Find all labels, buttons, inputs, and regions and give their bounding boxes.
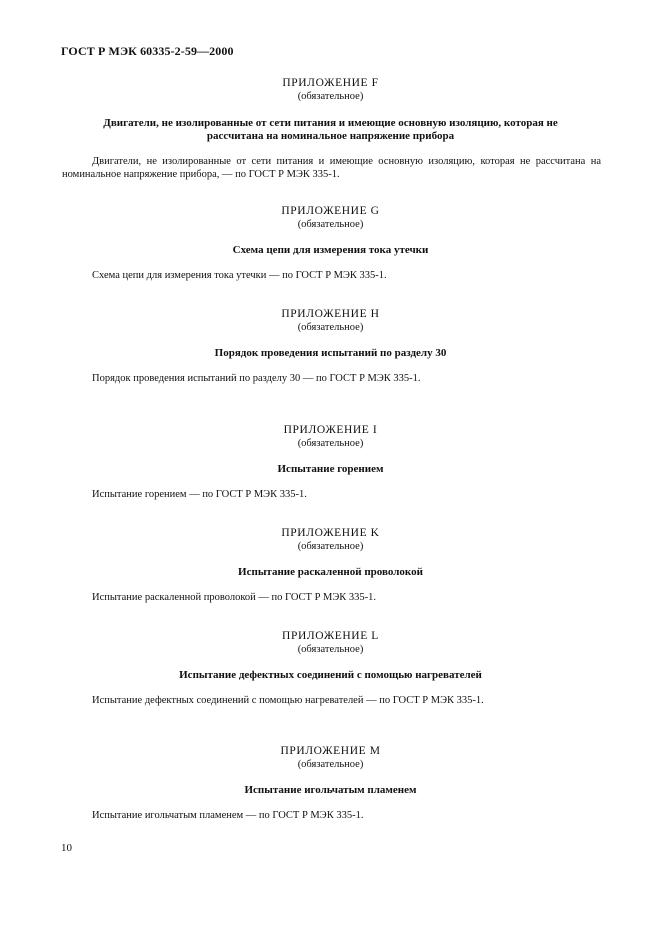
appendix-title: ПРИЛОЖЕНИЕ M	[280, 745, 381, 757]
document-header: ГОСТ Р МЭК 60335-2-59—2000	[61, 44, 234, 58]
appendix-status: (обязательное)	[297, 438, 364, 449]
appendix-status: (обязательное)	[297, 644, 364, 655]
appendix-f	[0, 76, 661, 181]
appendix-h	[0, 307, 661, 385]
appendix-body: Схема цепи для измерения тока утечки — по ГОСТ Р МЭК 335-1.	[92, 270, 387, 281]
appendix-title: ПРИЛОЖЕНИЕ F	[282, 77, 379, 89]
appendix-body: Испытание игольчатым пламенем — по ГОСТ Р МЭК 335-1.	[92, 810, 364, 821]
appendix-heading: Испытание горением	[277, 463, 384, 475]
appendix-heading: Испытание дефектных соединений с помощью нагревателей	[179, 669, 482, 681]
appendix-title: ПРИЛОЖЕНИЕ L	[282, 630, 379, 642]
appendix-heading: Испытание раскаленной проволокой	[238, 566, 423, 578]
appendix-title: ПРИЛОЖЕНИЕ I	[283, 424, 378, 436]
appendix-heading: Двигатели, не изолированные от сети питания и имеющие основную изоляцию, которая не рассчитана на номинальное напряжение прибора	[103, 117, 558, 142]
appendix-body: Двигатели, не изолированные от сети питания и имеющие основную изоляцию, которая не рассчитана на номинальное напряжение прибора, — по ГОСТ Р МЭК 335-1.	[62, 156, 601, 180]
appendix-body: Испытание дефектных соединений с помощью нагревателей — по ГОСТ Р МЭК 335-1.	[92, 695, 484, 706]
appendix-heading: Порядок проведения испытаний по разделу 30	[214, 347, 447, 359]
page-number: 10	[61, 842, 72, 854]
appendix-status: (обязательное)	[297, 541, 364, 552]
appendix-g	[0, 204, 661, 282]
appendix-status: (обязательное)	[297, 322, 364, 333]
appendix-body: Порядок проведения испытаний по разделу 30 — по ГОСТ Р МЭК 335-1.	[92, 373, 421, 384]
appendix-i	[0, 423, 661, 501]
appendix-status: (обязательное)	[297, 219, 364, 230]
appendix-status: (обязательное)	[297, 759, 364, 770]
appendix-title: ПРИЛОЖЕНИЕ H	[281, 308, 380, 320]
appendix-k	[0, 526, 661, 604]
appendix-m	[0, 744, 661, 822]
appendix-body: Испытание раскаленной проволокой — по ГОСТ Р МЭК 335-1.	[92, 592, 377, 603]
appendix-heading: Схема цепи для измерения тока утечки	[232, 244, 429, 256]
appendix-body: Испытание горением — по ГОСТ Р МЭК 335-1.	[92, 489, 307, 500]
appendix-status: (обязательное)	[297, 91, 364, 102]
appendix-title: ПРИЛОЖЕНИЕ K	[281, 527, 380, 539]
appendix-heading: Испытание игольчатым пламенем	[244, 784, 417, 796]
appendix-l	[0, 629, 661, 707]
appendix-title: ПРИЛОЖЕНИЕ G	[281, 205, 380, 217]
